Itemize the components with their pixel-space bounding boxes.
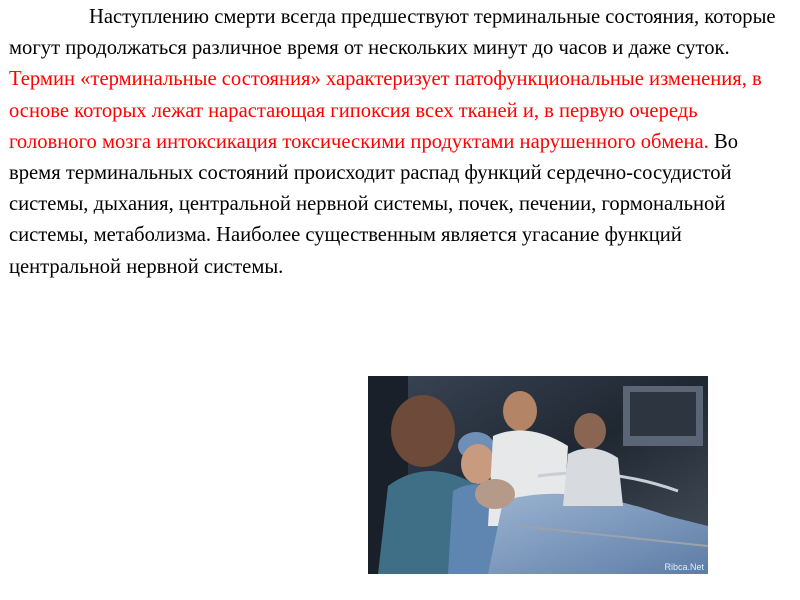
emergency-medical-photo xyxy=(368,376,708,574)
photo-watermark: Ribca.Net xyxy=(664,562,704,572)
paragraph-definition xyxy=(9,64,779,282)
slide-text xyxy=(9,2,779,283)
paragraph-intro: Наступлению смерти всегда предшествуют терминальные состояния, которые могут продолжаться различное время от нескольких минут до часов и даже суток. xyxy=(9,6,776,60)
doctor-left-head xyxy=(391,395,455,467)
patient-head xyxy=(475,479,515,509)
definition-continuation: Во время терминальных состояний происходит распад функций сердечно-сосудистой системы, дыхания, центральной нервной системы, почек, печении, гормональной системы, метаболизма. Наиболее существенным является угасание функций центральной нервной системы. xyxy=(9,130,738,278)
photo-illustration xyxy=(368,376,708,574)
definition-highlight: Термин «терминальные состояния» характеризует патофункциональные изменения, в основе которых лежат нарастающая гипоксия всех тканей и, в первую очередь головного мозга интоксикация токсическими продуктами нарушенного обмена. xyxy=(9,68,762,153)
doctor-center-head xyxy=(503,391,537,431)
